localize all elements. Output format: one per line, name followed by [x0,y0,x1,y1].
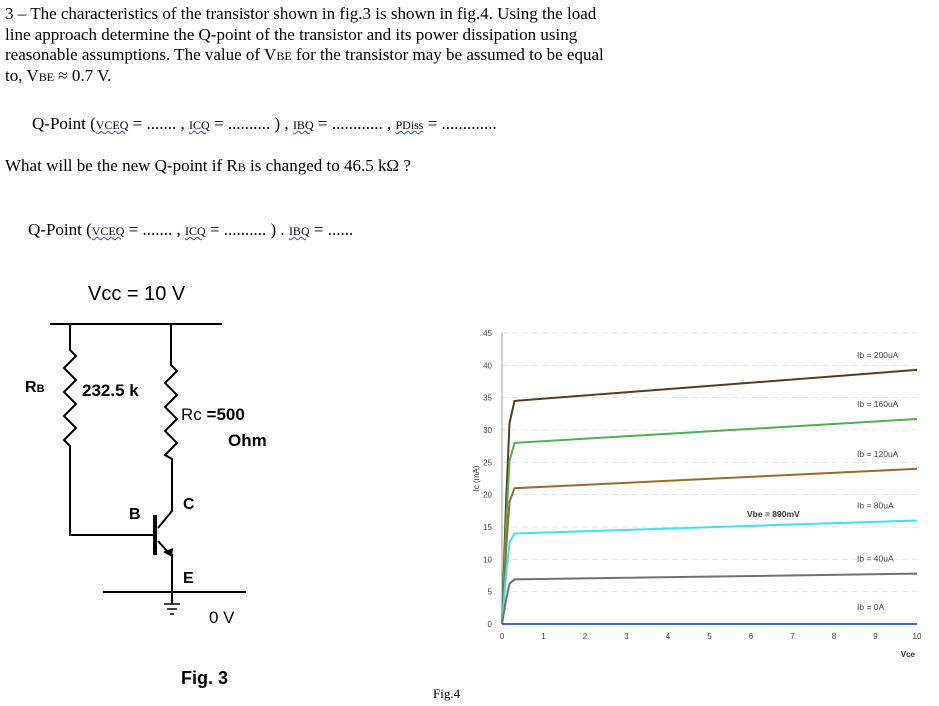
x-tick-label: 2 [582,632,588,641]
rc-value: =500 [206,405,245,424]
x-tick-label: 3 [624,632,629,641]
x-tick-label: 0 [499,632,505,641]
series-label: Ib = 160uA [857,399,899,410]
base-label: B [129,506,141,523]
y-axis-label: Ic (mA) [472,465,481,492]
text: is changed to 46.5 kΩ ? [245,156,411,175]
text: for the transistor may be assumed to be equal [291,45,604,64]
question-line-2: line approach determine the Q-point of the transistor and its power dissipation using [5,25,578,44]
series-line [502,370,917,624]
annotation: Vbe = 890mV [747,509,800,519]
series-label: Ib = 0A [857,602,885,612]
text: to, V [5,66,39,85]
text: What will be the new Q-point if R [5,156,238,175]
y-tick-label: 25 [483,458,492,468]
ib-label: IBQ [292,118,314,132]
y-tick-label: 10 [483,555,492,565]
x-tick-label: 9 [873,632,878,641]
series-line [502,574,917,624]
rb-value: 232.5 k [82,381,139,400]
subscript: B [237,160,246,174]
ground-label: 0 V [209,608,235,627]
vce-label: VCEQ [95,118,129,132]
ib-label: IBQ [288,224,310,238]
emitter-label: E [183,570,194,587]
text: R [25,379,37,396]
y-tick-label: 15 [483,523,492,532]
vce-label: VCEQ [91,224,125,238]
series-label: Ib = 120uA [857,448,899,459]
y-tick-label: 5 [487,587,492,597]
vcc-label: Vcc = 10 V [88,283,186,305]
subscript: B [36,383,45,395]
y-tick-label: 45 [483,329,492,338]
p-blank: = ............. [423,114,497,133]
ib-blank: = ...... [309,220,354,239]
x-tick-label: 6 [748,632,754,641]
series-label: Ib = 40uA [857,553,894,564]
vce-blank: = ....... , [124,220,181,239]
x-tick-label: 5 [707,632,712,641]
ic-blank: = .......... ) . [205,220,285,239]
series-line [502,469,917,624]
y-tick-label: 40 [483,361,492,371]
x-axis-label: Vce [900,650,915,659]
series-line [502,419,917,624]
ic-label: ICQ [185,224,206,238]
collector-label: C [183,496,195,513]
y-tick-label: 30 [483,426,492,435]
y-tick-label: 0 [487,620,492,629]
text: ≈ 0.7 V. [54,66,112,85]
label: Q-Point ( [32,114,96,133]
ib-blank: = ............ , [313,114,392,133]
rc-unit: Ohm [228,431,267,450]
text: reasonable assumptions. The value of V [5,45,277,64]
fig4-caption: Fig.4 [433,686,461,701]
x-tick-label: 4 [665,632,671,641]
series-label: Ib = 80uA [857,500,894,511]
subscript: BE [38,70,55,84]
ic-blank: = .......... ) , [209,114,289,133]
series-line [502,521,917,625]
subscript: BE [276,49,292,63]
x-tick-label: 1 [541,632,546,641]
text: Rc [181,405,202,424]
series-label: Ib = 200uA [857,349,899,360]
x-tick-label: 7 [790,632,795,641]
ic-label: ICQ [189,118,210,132]
fig3-caption: Fig. 3 [181,668,229,688]
y-tick-label: 20 [483,490,492,500]
question-line-1: 3 – The characteristics of the transistor shown in fig.3 is shown in fig.4. Using the load [5,4,597,23]
x-tick-label: 8 [831,632,837,641]
x-tick-label: 10 [912,632,922,641]
y-tick-label: 35 [483,393,492,403]
p-label: PDiss [395,118,424,132]
label: Q-Point ( [28,220,92,239]
vce-blank: = ....... , [128,114,185,133]
